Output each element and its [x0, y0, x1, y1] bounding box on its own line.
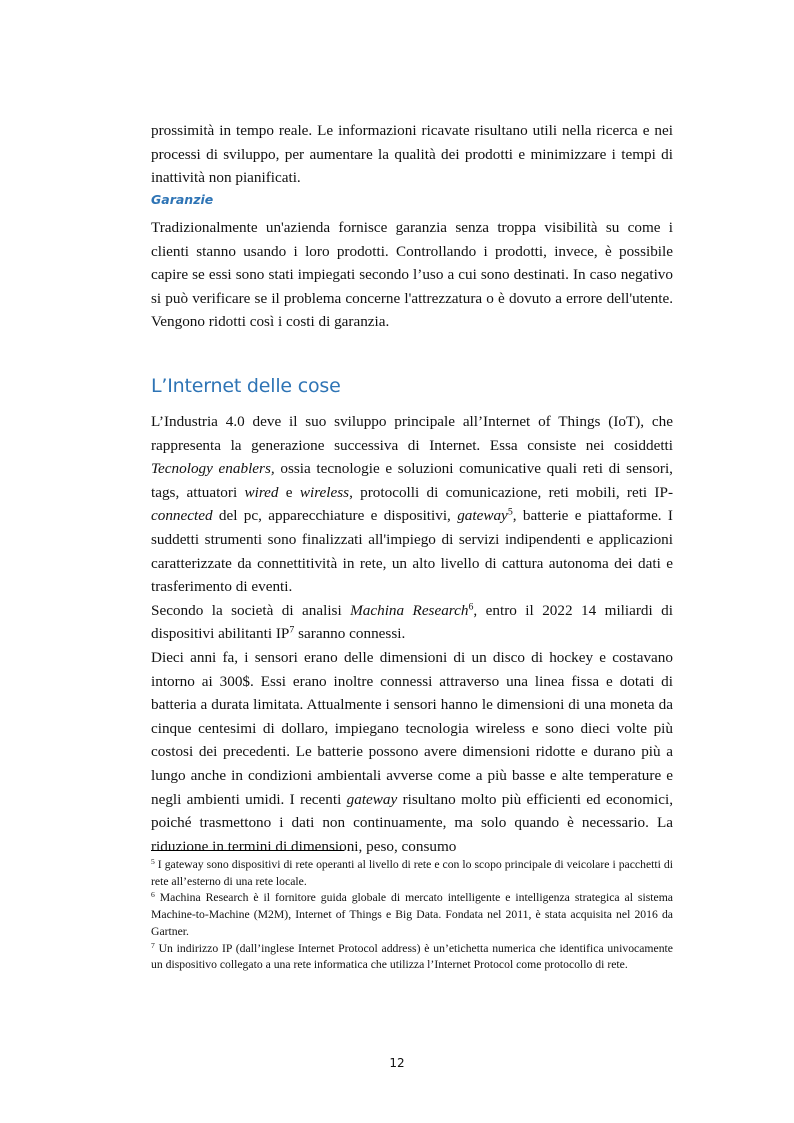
text-run: , batterie e piattaforme. I suddetti strumenti sono finalizzati all'impiego di servizi indipendenti e applicazioni caratterizzate da connettitività in rete, un alto livello di cattura autonoma dei dati e trasferimento di eventi. [151, 507, 673, 596]
text-run-italic: gateway [457, 507, 508, 525]
footnote-ref-6[interactable]: 6 [468, 601, 474, 613]
text-run: e [278, 483, 300, 501]
footnote-number: 7 [151, 940, 155, 950]
section-heading-iot: L’Internet delle cose [151, 375, 341, 397]
paragraph-sensori [151, 646, 673, 858]
text-run: L’Industria 4.0 deve il suo sviluppo principale all’Internet of Things (IoT), che rappresenta la generazione successiva di Internet. Essa consiste nei cosiddetti [151, 413, 673, 454]
text-run: saranno connessi. [294, 625, 406, 643]
text-run-italic: wired [244, 483, 279, 501]
text-run-italic: Machina Research [350, 601, 469, 619]
paragraph-iot-intro [151, 410, 673, 599]
text-run-italic: gateway [346, 790, 398, 808]
text-run-italic: wireless [299, 483, 350, 501]
paragraph-continuation: prossimità in tempo reale. Le informazioni ricavate risultano utili nella ricerca e nei processi di sviluppo, per aumentare la qualità dei prodotti e minimizzare i tempi di inattività non pianificati. [151, 122, 673, 187]
footnote-text: Un indirizzo IP (dall’inglese Internet Protocol address) è un’etichetta numerica che identifica univocamente un dispositivo collegato a una rete informatica che utilizza l’Internet Protocol come protocollo di rete. [151, 941, 673, 972]
footnote-number: 5 [151, 856, 155, 866]
footnote-ref-5[interactable]: 5 [507, 506, 513, 518]
footnote-5 [151, 857, 673, 890]
footnote-text: Machina Research è il fornitore guida globale di mercato intelligente e intelligenza strategica al sistema Machine-to-Machine (M2M), Internet of Things e Big Data. Fondata nel 2011, è stata acquisita nel 2016 da Gartner. [151, 891, 673, 938]
text-run: Secondo la società di analisi [151, 601, 351, 619]
footnote-ref-7[interactable]: 7 [289, 624, 295, 636]
page-number: 12 [389, 1056, 405, 1070]
subheading-garanzie: Garanzie [151, 192, 214, 207]
text-run: , protocolli di comunicazione, reti mobili, reti IP- [349, 483, 673, 501]
text-run: , entro il 2022 14 miliardi di dispositivi abilitanti IP [151, 601, 673, 643]
paragraph-machina [151, 599, 673, 646]
paragraph-garanzie: Tradizionalmente un'azienda fornisce garanzia senza troppa visibilità su come i clienti stanno usando i loro prodotti. Controllando i prodotti, invece, è possibile capire se essi sono stati impiegati secondo l’uso a cui sono destinati. In caso negativo si può verificare se il problema concerne l'attrezzatura o è dovuto a errore dell'utente. Vengono ridotti così i costi di garanzia. [151, 219, 673, 331]
text-run: ossia tecnologie e soluzioni comunicative quali reti di sensori, tags, attuatori [151, 460, 673, 501]
footnote-7 [151, 941, 673, 974]
footnote-separator [151, 850, 344, 851]
footnote-number: 6 [151, 890, 155, 900]
text-run: Dieci anni fa, i sensori erano delle dimensioni di un disco di hockey e costavano intorno ai 300$. Essi erano inoltre connessi attraverso una linea fissa e dotati di batteria a durata limitata. Attualmente i sensori hanno le dimensioni di una moneta da cinque centesimi di dollaro, impiegano tecnologia wireless e sono dieci volte più costosi dei precedenti. Le batterie possono avere dimensioni ridotte e durano più a lungo anche in condizioni ambientali avverse come a più basse e alte temperature e negli ambienti umidi. I recenti [151, 648, 673, 808]
footnotes [151, 857, 673, 974]
section-body-iot [151, 410, 673, 858]
footnote-6 [151, 890, 673, 940]
text-run-italic: Tecnology enablers, [151, 460, 275, 478]
text-run-italic: connected [151, 507, 213, 525]
text-run: del pc, apparecchiature e dispositivi, [212, 507, 458, 525]
text-run: risultano molto più efficienti ed economici, poiché trasmettono i dati non continuamente, ma solo quando è necessario. La riduzione in termini di dimensioni, peso, consumo [151, 790, 674, 855]
footnote-text: I gateway sono dispositivi di rete operanti al livello di rete e con lo scopo principale di veicolare i pacchetti di rete all’esterno di una rete locale. [151, 858, 673, 888]
